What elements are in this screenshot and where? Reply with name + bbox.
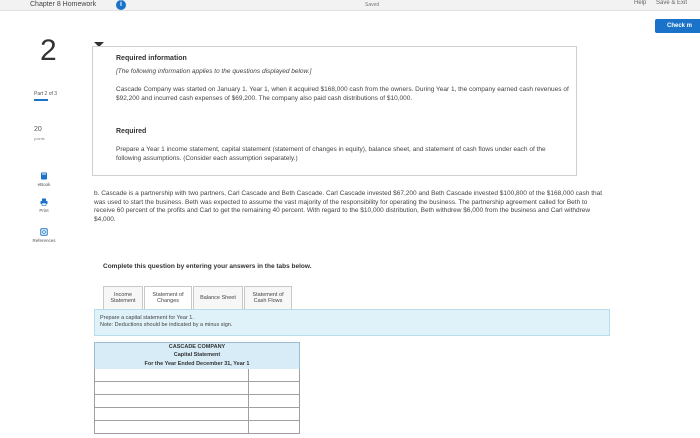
print-tool[interactable] — [29, 198, 59, 213]
tab-statement-of-changes[interactable] — [144, 286, 192, 310]
table-row — [94, 382, 300, 395]
statement-company: CASCADE COMPANY — [94, 342, 300, 351]
amount-input-cell[interactable] — [249, 369, 299, 381]
amount-input-cell[interactable] — [249, 421, 299, 433]
tab-label: Statement of — [252, 291, 284, 298]
tab-label: Statement of — [152, 291, 184, 298]
part-progress-bar — [34, 99, 48, 101]
table-row — [94, 395, 300, 408]
ebook-tool[interactable] — [29, 172, 59, 187]
points-label: points — [34, 136, 45, 141]
account-input-cell[interactable] — [95, 369, 249, 381]
check-my-work-button[interactable]: Check m — [655, 19, 700, 33]
capital-statement-table — [94, 342, 300, 434]
part-indicator: Part 2 of 3 — [34, 91, 58, 97]
amount-input-cell[interactable] — [249, 395, 299, 407]
amount-input-cell[interactable] — [249, 382, 299, 394]
amount-input-cell[interactable] — [249, 408, 299, 420]
required-label: Required — [116, 128, 147, 135]
printer-icon — [40, 198, 48, 206]
points-value: 20 — [34, 126, 42, 133]
references-tool[interactable] — [29, 228, 59, 243]
top-bar — [0, 0, 700, 11]
save-exit-link[interactable]: Save & Exit — [656, 0, 688, 6]
instruction-note: Note: Deductions should be indicated by a minus sign. — [100, 322, 233, 328]
account-input-cell[interactable] — [95, 408, 249, 420]
complete-instruction: Complete this question by entering your answers in the tabs below. — [103, 263, 312, 270]
instruction-box — [94, 309, 610, 336]
question-number: 2 — [40, 34, 57, 67]
info-icon[interactable]: i — [116, 0, 126, 10]
account-input-cell[interactable] — [95, 395, 249, 407]
table-row — [94, 369, 300, 382]
tab-income-statement[interactable] — [103, 286, 143, 310]
chapter-title: Chapter 8 Homework — [30, 1, 97, 8]
scenario-text: Cascade Company was started on January 1. Year 1, when it acquired $168,000 cash from the owners. During Year 1, the company earned cash revenues of $92,200 and incurred cash expenses of $69,200. The company also paid cash distributions of $10,000. — [116, 86, 569, 102]
account-input-cell[interactable] — [95, 421, 249, 433]
references-icon — [40, 228, 48, 236]
instruction-line: Prepare a capital statement for Year 1. — [100, 315, 194, 321]
print-label: Print — [39, 208, 49, 213]
required-info-note: [The following information applies to the questions displayed below.] — [116, 68, 312, 75]
tab-label: Income — [113, 291, 133, 298]
table-row — [94, 408, 300, 421]
table-row — [94, 421, 300, 434]
help-link[interactable]: Help — [634, 0, 647, 6]
statement-period: For the Year Ended December 31, Year 1 — [94, 360, 300, 369]
tab-label: Cash Flows — [253, 298, 283, 304]
book-icon — [40, 172, 48, 180]
tab-label: Changes — [156, 298, 180, 304]
statement-title: Capital Statement — [94, 351, 300, 360]
required-info-title: Required information — [116, 55, 187, 62]
ebook-label: eBook — [37, 182, 51, 187]
references-label: References — [32, 238, 56, 243]
save-status: Saved — [365, 2, 380, 8]
required-text: Prepare a Year 1 income statement, capital statement (statement of changes in equity), balance sheet, and statement of cash flows under each of the following assumptions. (Consider each assumption separately.) — [116, 146, 546, 162]
statement-tabs — [103, 286, 293, 310]
part-b-text: b. Cascade is a partnership with two partners, Carl Cascade and Beth Cascade. Carl Cascade invested $67,200 and Beth Cascade invested $100,800 of the $168,000 cash that was used to start the business. Beth was expected to assume the vast majority of the responsibility for operating the business. The partnership agreement called for Beth to receive 60 percent of the profits and Carl to get the remaining 40 percent. With regard to the $10,000 distribution, Beth withdrew $6,000 from the business and Carl withdrew $4,000. — [94, 190, 603, 223]
tab-label: Balance Sheet — [200, 294, 236, 301]
tab-statement-of-cash-flows[interactable] — [244, 286, 292, 310]
tab-balance-sheet[interactable] — [193, 286, 243, 310]
tab-label: Statement — [110, 298, 136, 304]
account-input-cell[interactable] — [95, 382, 249, 394]
